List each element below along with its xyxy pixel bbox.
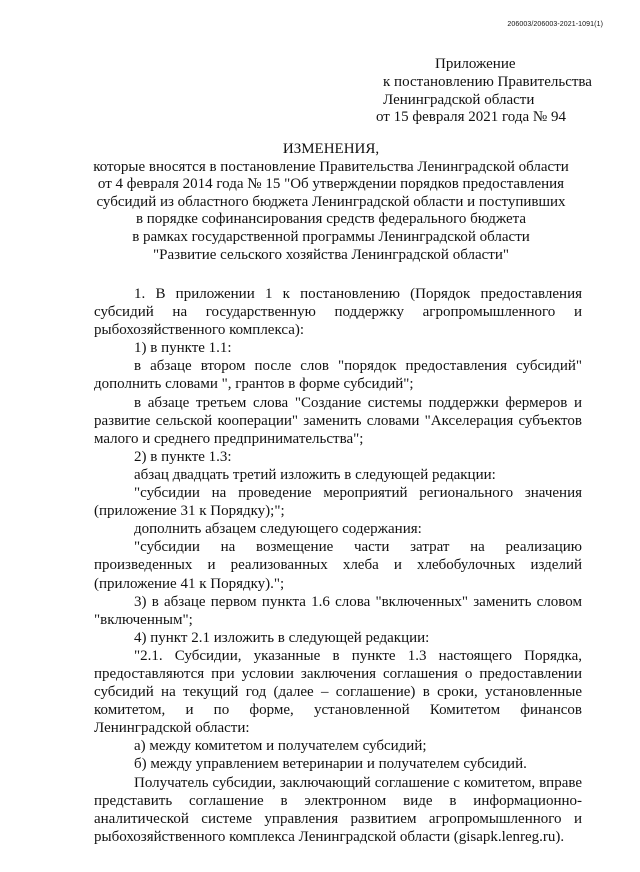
paragraph: "субсидии на проведение мероприятий регионального значения (приложение 31 к Порядку);";	[94, 485, 582, 520]
appendix-block	[376, 56, 616, 127]
title-line: "Развитие сельского хозяйства Ленинградской области"	[153, 246, 509, 263]
paragraph: абзац двадцать третий изложить в следующей редакции:	[134, 466, 496, 483]
title-line: субсидий из областного бюджета Ленинградской области и поступивших	[96, 193, 566, 210]
title-line: от 4 февраля 2014 года № 15 "Об утверждении порядков предоставления	[97, 176, 565, 193]
paragraph: б) между управлением ветеринарии и получателем субсидий.	[134, 756, 527, 773]
appendix-line: к постановлению Правительства	[383, 73, 592, 90]
paragraph: Получатель субсидии, заключающий соглашение с комитетом, вправе представить соглашение в электронном виде в информационно-аналитической системе управления развитием агропромышленного и рыбохозяйственного комплекса Ленинградской области (gisapk.lenreg.ru).	[94, 774, 582, 845]
appendix-date-line: от 15 февраля 2021 года № 94	[376, 109, 566, 126]
paragraph: а) между комитетом и получателем субсидий;	[134, 738, 427, 755]
paragraph: 3) в абзаце первом пункта 1.6 слова "включенных" заменить словом "включенным";	[94, 593, 582, 628]
paragraph: "2.1. Субсидии, указанные в пункте 1.3 настоящего Порядка, предоставляются при условии заключения соглашения о предоставлении субсидий на текущий год (далее – соглашение) в сроки, установленные комитетом, и по форме, установленной Комитетом финансов Ленинградской области:	[94, 647, 582, 737]
paragraph: 1) в пункте 1.1:	[134, 340, 232, 357]
title-line: которые вносятся в постановление Правительства Ленинградской области	[93, 158, 569, 175]
paragraph: 4) пункт 2.1 изложить в следующей редакции:	[134, 629, 430, 646]
title-line: в порядке софинансирования средств федерального бюджета	[135, 211, 527, 228]
paragraph: в абзаце втором после слов "порядок предоставления субсидий" дополнить словами ", грантов в форме субсидий";	[94, 358, 582, 393]
document-id: 206003/206003-2021-1091(1)	[507, 21, 603, 28]
title-heading: ИЗМЕНЕНИЯ,	[282, 141, 380, 157]
paragraph: "субсидии на возмещение части затрат на реализацию произведенных и реализованных хлеба и хлебобулочных изделий (приложение 41 к Порядку).";	[94, 539, 582, 592]
title-line: в рамках государственной программы Ленинградской области	[132, 228, 530, 245]
paragraph: дополнить абзацем следующего содержания:	[134, 521, 422, 538]
paragraph: в абзаце третьем слова "Создание системы поддержки фермеров и развитие сельской кооперации" заменить словами "Акселерация субъектов малого и среднего предпринимательства";	[94, 394, 582, 447]
appendix-line: Ленинградской области	[383, 91, 535, 108]
appendix-label: Приложение	[435, 56, 516, 72]
document-body	[94, 285, 582, 846]
paragraph: 2) в пункте 1.3:	[134, 448, 232, 465]
document-title	[70, 141, 592, 264]
paragraph: 1. В приложении 1 к постановлению (Порядок предоставления субсидий на государственную поддержку агропромышленного и рыбохозяйственного комплекса):	[94, 286, 582, 339]
